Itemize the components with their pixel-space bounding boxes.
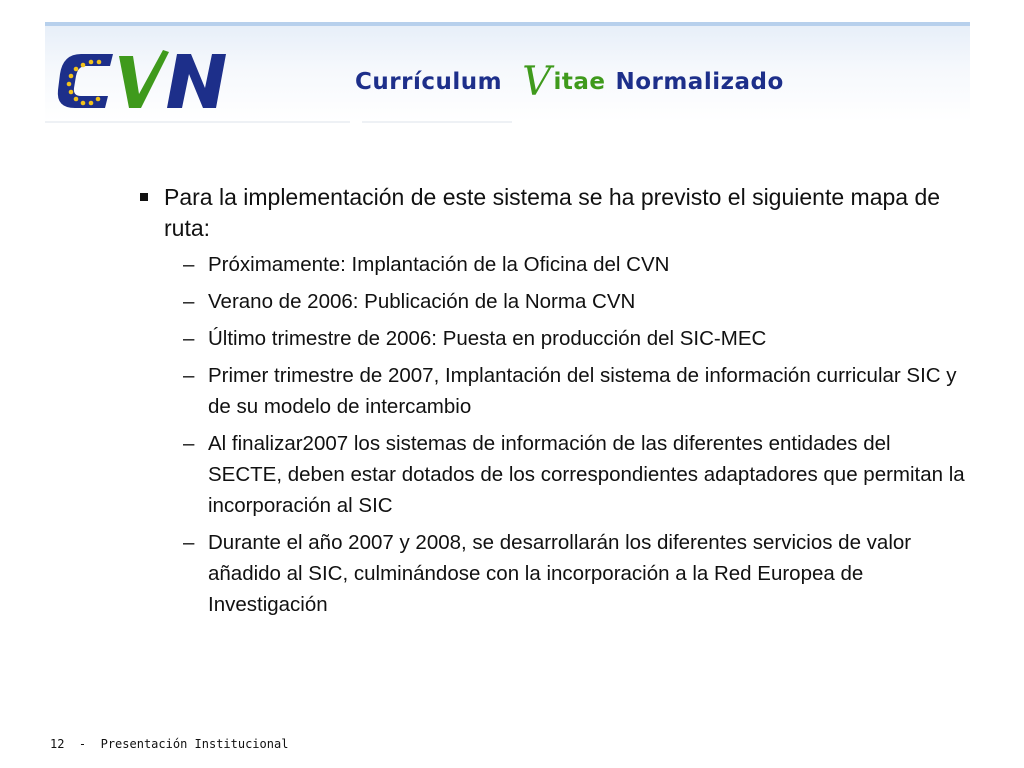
page-number: 12 <box>50 737 65 751</box>
list-item <box>183 527 970 620</box>
list-item-text: Durante el año 2007 y 2008, se desarrollarán los diferentes servicios de valor añadido al SIC, culminándose con la incorporación a la Red Europea de Investigación <box>208 531 912 616</box>
slide-header <box>45 22 970 122</box>
dash-bullet-icon: – <box>183 364 195 387</box>
header-divider-left <box>45 121 350 123</box>
list-item-text: Primer trimestre de 2007, Implantación del sistema de información curricular SIC y de su modelo de intercambio <box>208 364 957 418</box>
slide-content <box>140 182 970 626</box>
main-bullet-text: Para la implementación de este sistema se ha previsto el siguiente mapa de ruta: <box>164 184 941 241</box>
banner-vitae-rest: itae <box>553 69 606 95</box>
curriculum-vitae-normalizado-title <box>355 52 784 112</box>
list-item-text: Próximamente: Implantación de la Oficina del CVN <box>208 253 670 276</box>
dash-bullet-icon: – <box>183 290 195 313</box>
roadmap-list <box>140 249 970 620</box>
list-item <box>183 323 970 354</box>
banner-part-curriculum: Currículum <box>355 69 503 95</box>
dash-bullet-icon: – <box>183 432 195 455</box>
list-item-text: Al finalizar2007 los sistemas de información de las diferentes entidades del SECTE, deben estar dotados de los correspondientes adaptadores que permitan la incorporación al SIC <box>208 432 965 517</box>
slide-footer <box>50 737 288 751</box>
list-item-text: Último trimestre de 2006: Puesta en producción del SIC-MEC <box>208 327 767 350</box>
dash-bullet-icon: – <box>183 531 195 554</box>
presentation-title: Presentación Institucional <box>100 737 289 751</box>
main-bullet <box>140 182 970 244</box>
list-item <box>183 360 970 422</box>
footer-separator: - <box>78 737 87 751</box>
dash-bullet-icon: – <box>183 253 195 276</box>
cvn-logo <box>55 48 235 114</box>
banner-vitae-initial: V <box>522 59 552 105</box>
square-bullet-icon <box>140 193 148 201</box>
banner-part-normalizado: Normalizado <box>615 69 784 95</box>
list-item <box>183 249 970 280</box>
dash-bullet-icon: – <box>183 327 195 350</box>
header-divider-right <box>362 121 512 123</box>
header-top-line <box>45 22 970 26</box>
list-item <box>183 286 970 317</box>
list-item-text: Verano de 2006: Publicación de la Norma CVN <box>208 290 636 313</box>
list-item <box>183 428 970 521</box>
